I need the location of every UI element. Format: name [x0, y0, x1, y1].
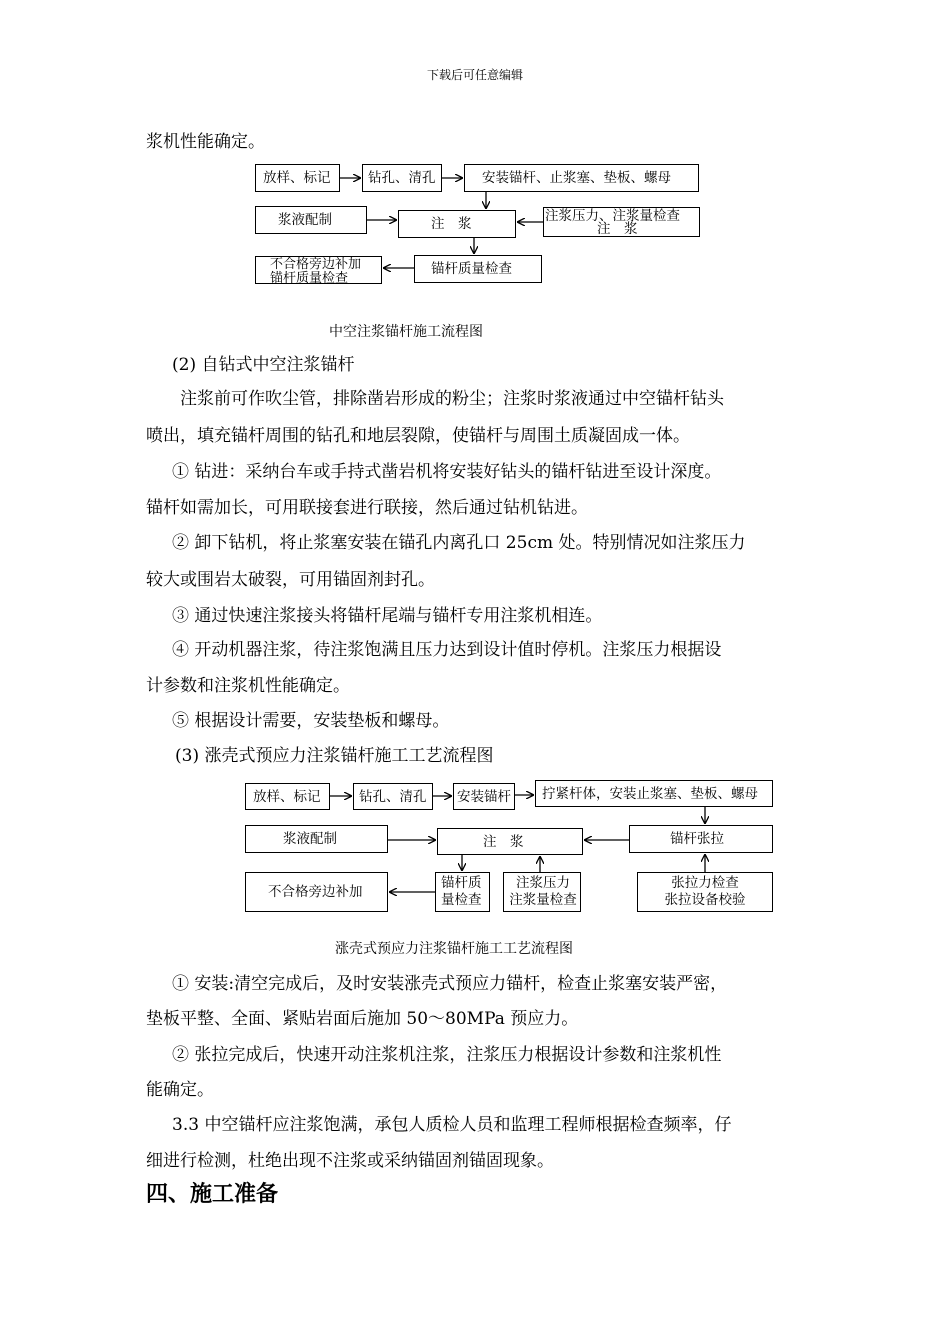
paragraph-3a: ② 卸下钻机，将止浆塞安装在锚孔内离孔口 25cm 处。特别情况如注浆压力	[172, 533, 746, 553]
paragraph-1b: 喷出，填充锚杆周围的钻孔和地层裂隙，使锚杆与周围土质凝固成一体。	[146, 426, 690, 446]
flow2-box-tighten: 拧紧杆体，安装止浆塞、垫板、螺母	[535, 780, 773, 807]
flow2-box-drill: 钻孔、清孔	[353, 783, 433, 810]
paragraph-8a: ② 张拉完成后，快速开动注浆机注浆，注浆压力根据设计参数和注浆机性	[172, 1045, 722, 1065]
flow2-box-layout: 放样、标记	[245, 783, 330, 810]
page-header: 下载后可任意编辑	[426, 68, 523, 82]
flow2-box-tension: 锚杆张拉	[629, 825, 773, 853]
paragraph-8b: 能确定。	[146, 1080, 214, 1100]
flow1-box-quality: 锚杆质量检查	[414, 255, 542, 283]
paragraph-2b: 锚杆如需加长，可用联接套进行联接，然后通过钻机钻进。	[146, 498, 588, 518]
paragraph-5b: 计参数和注浆机性能确定。	[146, 676, 350, 696]
flow2-caption: 涨壳式预应力注浆锚杆施工工艺流程图	[335, 941, 573, 957]
paragraph-2a: ① 钻进：采纳台车或手持式凿岩机将安装好钻头的锚杆钻进至设计深度。	[172, 462, 722, 482]
flow2-box-quality: 锚杆质 量检查	[435, 872, 490, 912]
paragraph-7b: 垫板平整、全面、紧贴岩面后施加 50～80MPa 预应力。	[146, 1009, 579, 1029]
section-3-title: (3) 涨壳式预应力注浆锚杆施工工艺流程图	[175, 746, 494, 766]
flow1-box-layout: 放样、标记	[255, 164, 340, 192]
flow2-box-unqualified: 不合格旁边补加	[245, 872, 388, 912]
flow1-box-drill: 钻孔、清孔	[362, 164, 442, 192]
paragraph-top: 浆机性能确定。	[146, 132, 265, 152]
flow1-box-unqualified: 不合格旁边补加 锚杆质量检查	[255, 256, 382, 284]
flow1-caption: 中空注浆锚杆施工流程图	[329, 324, 483, 340]
paragraph-9a: 3.3 中空锚杆应注浆饱满，承包人质检人员和监理工程师根据检查频率，仔	[172, 1115, 732, 1135]
flow1-box-grout: 注 浆	[398, 210, 516, 238]
paragraph-1a: 注浆前可作吹尘管，排除凿岩形成的粉尘；注浆时浆液通过中空锚杆钻头	[180, 389, 724, 409]
flow1-box-pressure: 注浆压力、注浆量检查 注 浆	[543, 207, 700, 237]
flow1-box-slurry: 浆液配制	[255, 206, 367, 234]
paragraph-9b: 细进行检测，杜绝出现不注浆或采纳锚固剂锚固现象。	[146, 1151, 554, 1171]
flow2-box-tension-check: 张拉力检查 张拉设备校验	[637, 872, 773, 912]
paragraph-4: ③ 通过快速注浆接头将锚杆尾端与锚杆专用注浆机相连。	[172, 606, 603, 626]
flow2-box-grout: 注 浆	[437, 828, 583, 855]
section-2-title: (2) 自钻式中空注浆锚杆	[172, 355, 355, 375]
flow2-box-slurry: 浆液配制	[245, 825, 388, 853]
flow1-box-install: 安装锚杆、止浆塞、垫板、螺母	[464, 164, 699, 192]
flow2-box-pressure: 注浆压力 注浆量检查	[503, 872, 581, 912]
paragraph-3b: 较大或围岩太破裂，可用锚固剂封孔。	[146, 570, 435, 590]
paragraph-7a: ① 安装:清空完成后，及时安装涨壳式预应力锚杆，检查止浆塞安装严密，	[172, 974, 728, 994]
section-4-heading: 四、施工准备	[146, 1182, 279, 1207]
flow2-box-install: 安装锚杆	[453, 783, 515, 810]
paragraph-5a: ④ 开动机器注浆，待注浆饱满且压力达到设计值时停机。注浆压力根据设	[172, 640, 722, 660]
paragraph-6: ⑤ 根据设计需要，安装垫板和螺母。	[172, 711, 450, 731]
